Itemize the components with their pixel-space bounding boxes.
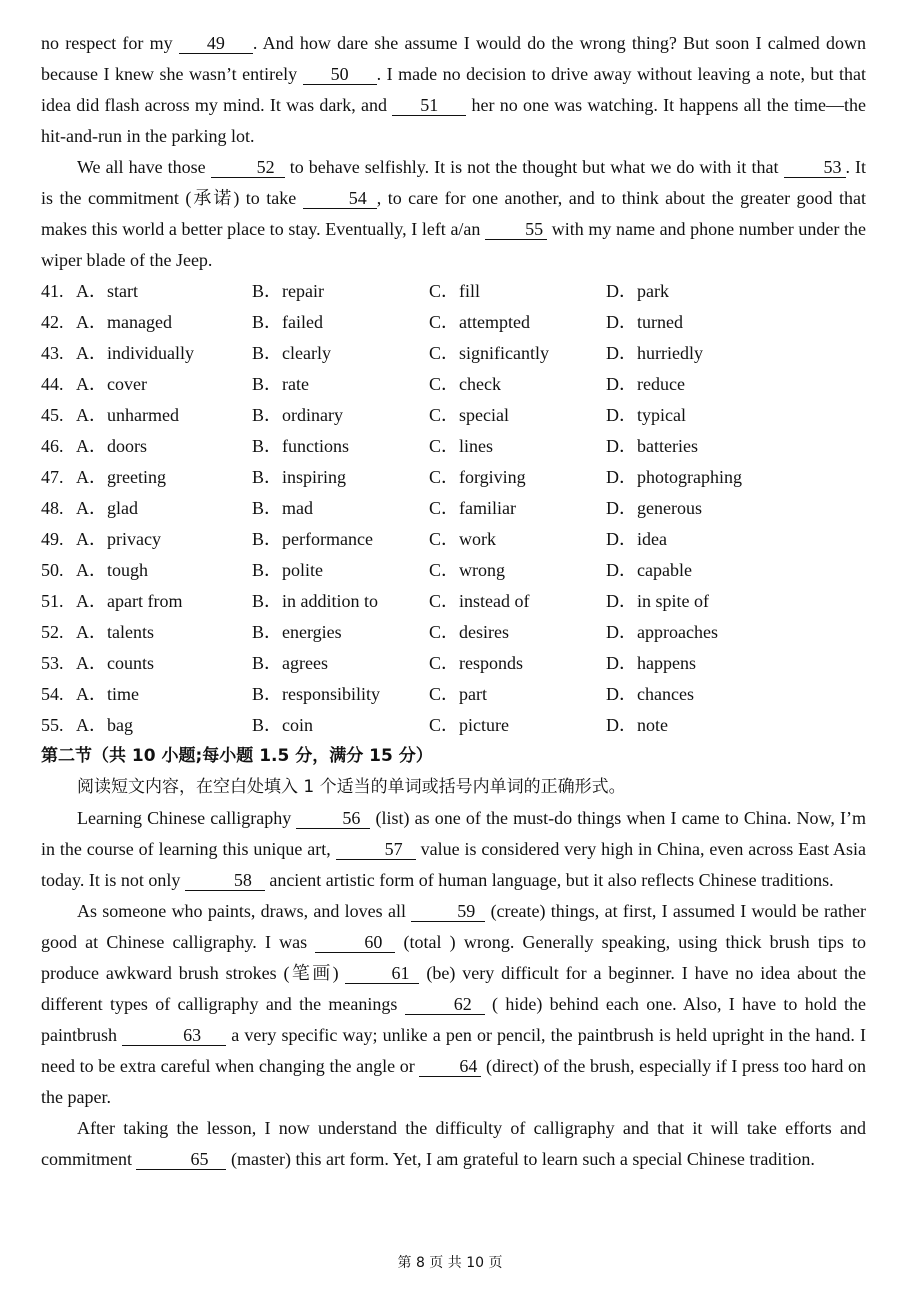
blank-61: 61	[345, 963, 419, 984]
text: . I made no decision to drive away without leaving a note, but that idea did flash across my mind. It was dark, and	[41, 64, 867, 115]
option-row	[41, 369, 866, 400]
text: ( hide) behind each one. Also, I have to hold the paintbrush	[41, 994, 867, 1045]
option-a: A．individually	[76, 343, 194, 363]
blank-63: 63	[122, 1025, 226, 1046]
cloze-paragraph-1	[41, 803, 866, 896]
text: After taking the lesson, I now understand the difficulty of calligraphy and that it will take efforts and commitment	[41, 1118, 866, 1169]
option-row	[41, 648, 866, 679]
option-b: B．rate	[252, 374, 309, 394]
question-number: 45.	[41, 405, 64, 425]
option-a: A．managed	[76, 312, 172, 332]
text: no respect for my	[41, 33, 173, 53]
option-b: B．in addition to	[252, 591, 378, 611]
question-number: 42.	[41, 312, 64, 332]
option-b: B．inspiring	[252, 467, 347, 487]
option-row	[41, 555, 866, 586]
option-b: B．failed	[252, 312, 323, 332]
option-b: B．repair	[252, 281, 324, 301]
option-b: B．coin	[252, 715, 313, 735]
option-c: C．instead of	[429, 591, 530, 611]
question-number: 54.	[41, 684, 64, 704]
option-a: A．time	[76, 684, 139, 704]
option-row	[41, 524, 866, 555]
question-number: 52.	[41, 622, 64, 642]
option-a: A．apart from	[76, 591, 183, 611]
question-number: 49.	[41, 529, 64, 549]
blank-60: 60	[315, 932, 395, 953]
text: , to care for one another, and to think about the greater good that makes this world a better place to stay. Eventually, I left a/an	[41, 188, 867, 239]
option-row	[41, 431, 866, 462]
text: Learning Chinese calligraphy	[77, 808, 292, 828]
option-b: B．ordinary	[252, 405, 343, 425]
blank-50: 50	[303, 64, 377, 85]
option-row	[41, 586, 866, 617]
option-b: B．performance	[252, 529, 373, 549]
question-number: 55.	[41, 715, 64, 735]
text: value is considered very high in China, even across East Asia today. It is not only	[41, 839, 867, 890]
option-row	[41, 493, 866, 524]
blank-62: 62	[405, 994, 485, 1015]
question-number: 47.	[41, 467, 64, 487]
option-row	[41, 710, 866, 741]
section-title: 第二节（共 10 小题;每小题 1.5 分，满分 15 分）	[41, 746, 433, 766]
text: to behave selfishly. It is not the thought but what we do with it that	[289, 157, 779, 177]
option-a: A．unharmed	[76, 405, 179, 425]
option-row	[41, 400, 866, 431]
option-row	[41, 338, 866, 369]
option-b: B．functions	[252, 436, 349, 456]
option-d: D．approaches	[606, 622, 718, 642]
blank-53: 53	[784, 157, 846, 178]
question-number: 41.	[41, 281, 64, 301]
blank-54: 54	[303, 188, 377, 209]
option-d: D．batteries	[606, 436, 698, 456]
option-d: D．hurriedly	[606, 343, 703, 363]
blank-58: 58	[185, 870, 265, 891]
option-d: D．generous	[606, 498, 702, 518]
option-row	[41, 462, 866, 493]
option-b: B．responsibility	[252, 684, 381, 704]
question-number: 51.	[41, 591, 64, 611]
option-b: B．polite	[252, 560, 323, 580]
question-number: 44.	[41, 374, 64, 394]
option-d: D．happens	[606, 653, 696, 673]
blank-49: 49	[179, 33, 253, 54]
option-d: D．idea	[606, 529, 667, 549]
question-number: 50.	[41, 560, 64, 580]
option-a: A．start	[76, 281, 138, 301]
option-d: D．note	[606, 715, 668, 735]
exam-page	[41, 28, 866, 1175]
text: (list) as one of the must-do things when I came to China. Now, I’m in the course of learning this unique art,	[41, 808, 866, 859]
text: (create) things, at first, I assumed I would be rather good at Chinese calligraphy. I was	[41, 901, 867, 952]
blank-52: 52	[211, 157, 285, 178]
option-a: A．glad	[76, 498, 138, 518]
cloze-paragraph-3	[41, 1113, 866, 1175]
option-a: A．privacy	[76, 529, 161, 549]
blank-57: 57	[336, 839, 416, 860]
blank-51: 51	[392, 95, 466, 116]
text: (direct) of the brush, especially if I press too hard on the paper.	[41, 1056, 866, 1107]
option-c: C．picture	[429, 715, 509, 735]
text: (be) very difficult for a beginner. I have no idea about the different types of calligraphy and the meanings	[41, 963, 867, 1014]
option-d: D．chances	[606, 684, 694, 704]
option-c: C．check	[429, 374, 501, 394]
question-number: 48.	[41, 498, 64, 518]
option-d: D．in spite of	[606, 591, 709, 611]
option-b: B．clearly	[252, 343, 331, 363]
option-b: B．energies	[252, 622, 342, 642]
option-d: D．reduce	[606, 374, 685, 394]
option-a: A．talents	[76, 622, 154, 642]
option-b: B．mad	[252, 498, 313, 518]
text: with my name and phone number under the wiper blade of the Jeep.	[41, 219, 867, 270]
cloze-paragraph-2	[41, 896, 866, 1113]
option-row	[41, 617, 866, 648]
options-list	[41, 276, 866, 741]
option-c: C．desires	[429, 622, 509, 642]
option-c: C．familiar	[429, 498, 516, 518]
option-c: C．responds	[429, 653, 523, 673]
option-row	[41, 276, 866, 307]
option-a: A．doors	[76, 436, 147, 456]
option-c: C．forgiving	[429, 467, 526, 487]
option-c: C．work	[429, 529, 496, 549]
blank-59: 59	[411, 901, 485, 922]
question-number: 53.	[41, 653, 64, 673]
option-c: C．attempted	[429, 312, 530, 332]
text: . It is the commitment (承诺) to take	[41, 157, 867, 208]
option-d: D．capable	[606, 560, 692, 580]
option-c: C．significantly	[429, 343, 549, 363]
question-number: 43.	[41, 343, 64, 363]
section-instruction: 阅读短文内容，在空白处填入 1 个适当的单词或括号内单词的正确形式。	[77, 777, 626, 797]
option-c: C．lines	[429, 436, 494, 456]
text: (total ) wrong. Generally speaking, using thick brush tips to produce awkward brush strokes (笔画)	[41, 932, 867, 983]
option-row	[41, 307, 866, 338]
option-d: D．typical	[606, 405, 686, 425]
blank-65: 65	[136, 1149, 226, 1170]
option-a: A．counts	[76, 653, 154, 673]
option-a: A．cover	[76, 374, 147, 394]
option-c: C．special	[429, 405, 509, 425]
blank-64: 64	[419, 1056, 481, 1077]
text: . And how dare she assume I would do the wrong thing? But soon I calmed down because I knew she wasn’t entirely	[41, 33, 866, 84]
option-d: D．photographing	[606, 467, 742, 487]
page-footer: 第 8 页 共 10 页	[397, 1255, 503, 1271]
option-row	[41, 679, 866, 710]
passage-paragraph-1	[41, 28, 866, 152]
text: As someone who paints, draws, and loves all	[77, 901, 406, 921]
option-d: D．turned	[606, 312, 683, 332]
option-a: A．bag	[76, 715, 133, 735]
option-c: C．part	[429, 684, 487, 704]
question-number: 46.	[41, 436, 64, 456]
option-c: C．fill	[429, 281, 481, 301]
option-a: A．tough	[76, 560, 148, 580]
text: ancient artistic form of human language, but it also reflects Chinese traditions.	[269, 870, 834, 890]
text: her no one was watching. It happens all the time—the hit-and-run in the parking lot.	[41, 95, 866, 146]
option-b: B．agrees	[252, 653, 328, 673]
text: (master) this art form. Yet, I am grateful to learn such a special Chinese tradition.	[230, 1149, 815, 1169]
option-a: A．greeting	[76, 467, 166, 487]
option-d: D．park	[606, 281, 669, 301]
text: We all have those	[77, 157, 206, 177]
text: a very specific way; unlike a pen or pencil, the paintbrush is held upright in the hand. I need to be extra careful when changing the angle or	[41, 1025, 867, 1076]
passage-paragraph-2	[41, 152, 866, 276]
option-c: C．wrong	[429, 560, 505, 580]
blank-56: 56	[296, 808, 370, 829]
blank-55: 55	[485, 219, 547, 240]
